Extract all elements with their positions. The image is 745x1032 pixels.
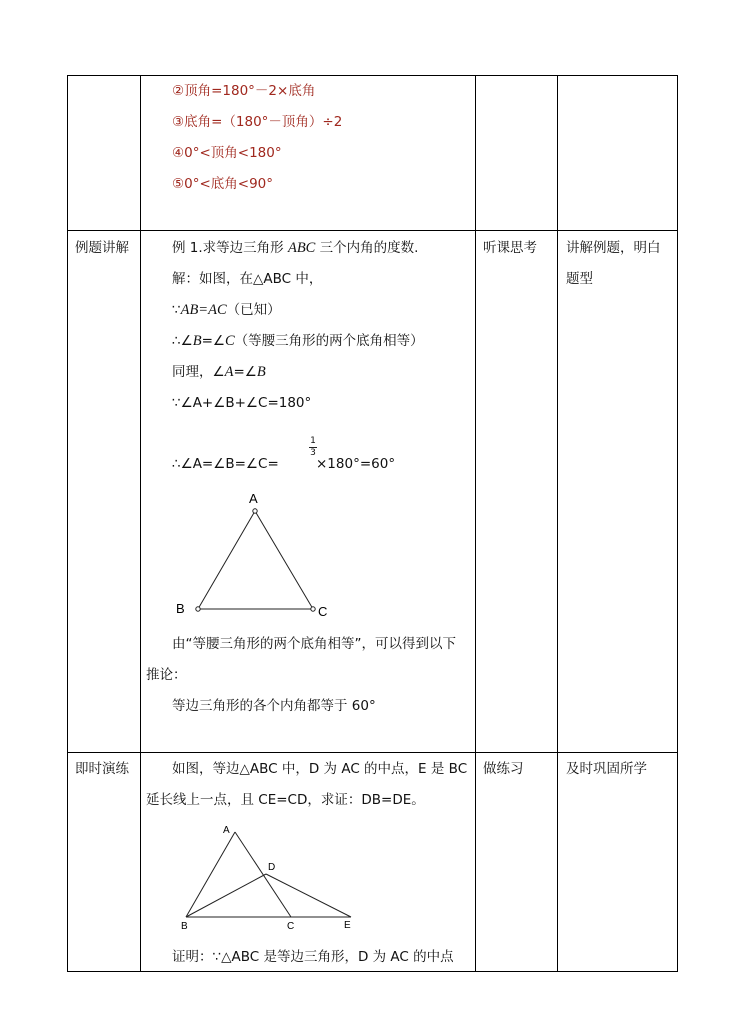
proof-start: 证明：∵△ABC 是等边三角形，D 为 AC 的中点 <box>172 949 454 965</box>
fraction-one-third: 1 3 <box>310 436 316 458</box>
label-b: B <box>176 601 185 616</box>
practice-figure <box>175 820 365 935</box>
corollary-intro: 由“等腰三角形的两个底角相等”，可以得到以下 <box>172 636 456 652</box>
practice-problem-line1: 如图，等边△ABC 中，D 为 AC 的中点，E 是 BC <box>172 761 468 777</box>
proof-line-2: ∴∠B=∠C（等腰三角形的两个底角相等） <box>172 333 424 349</box>
table-right-border <box>677 75 678 972</box>
proof-line-5: ∴∠A=∠B=∠C= <box>172 456 279 472</box>
label-b: B <box>181 921 188 932</box>
column-divider <box>557 75 558 972</box>
practice-problem-line2: 延长线上一点，且 CE=CD，求证：DB=DE。 <box>146 792 425 808</box>
label-a: A <box>249 491 258 506</box>
design-intent: 及时巩固所学 <box>566 761 647 777</box>
solution-intro: 解：如图，在△ABC 中， <box>172 271 323 287</box>
corollary-label: 推论： <box>146 667 187 683</box>
property-line-2: ②顶角=180°－2×底角 <box>172 83 316 99</box>
proof-line-3: 同理，∠A=∠B <box>172 364 266 380</box>
proof-line-4: ∵∠A+∠B+∠C=180° <box>172 395 312 411</box>
design-intent-line1: 讲解例题，明白 <box>566 240 661 256</box>
segment-de <box>266 874 351 917</box>
column-divider <box>475 75 476 972</box>
vertex-c <box>311 607 315 611</box>
label-a: A <box>223 825 230 836</box>
column-divider <box>140 75 141 972</box>
example-title: 例 1.求等边三角形 ABC 三个内角的度数. <box>172 240 419 256</box>
student-activity: 听课思考 <box>483 240 537 256</box>
label-c: C <box>287 921 295 932</box>
segment-ac <box>235 832 291 917</box>
triangle-abc <box>198 511 313 609</box>
label-e: E <box>344 920 351 931</box>
corollary-statement: 等边三角形的各个内角都等于 60° <box>172 698 376 714</box>
row-divider <box>67 230 678 231</box>
design-intent-line2: 题型 <box>566 271 593 287</box>
proof-line-5-result: ×180°=60° <box>316 456 396 472</box>
student-activity: 做练习 <box>483 761 524 777</box>
property-line-5: ⑤0°<底角<90° <box>172 176 273 192</box>
equilateral-triangle-figure <box>170 485 340 620</box>
lesson-table <box>67 75 678 972</box>
row-divider <box>67 752 678 753</box>
property-line-4: ④0°<顶角<180° <box>172 145 282 161</box>
proof-line-1: ∵AB=AC（已知） <box>172 302 281 318</box>
row-label-example: 例题讲解 <box>75 240 129 256</box>
label-c: C <box>318 604 328 619</box>
row-label-practice: 即时演练 <box>75 761 129 777</box>
vertex-a <box>253 509 257 513</box>
vertex-b <box>196 607 200 611</box>
label-d: D <box>268 862 276 873</box>
property-line-3: ③底角=（180°－顶角）÷2 <box>172 114 343 130</box>
